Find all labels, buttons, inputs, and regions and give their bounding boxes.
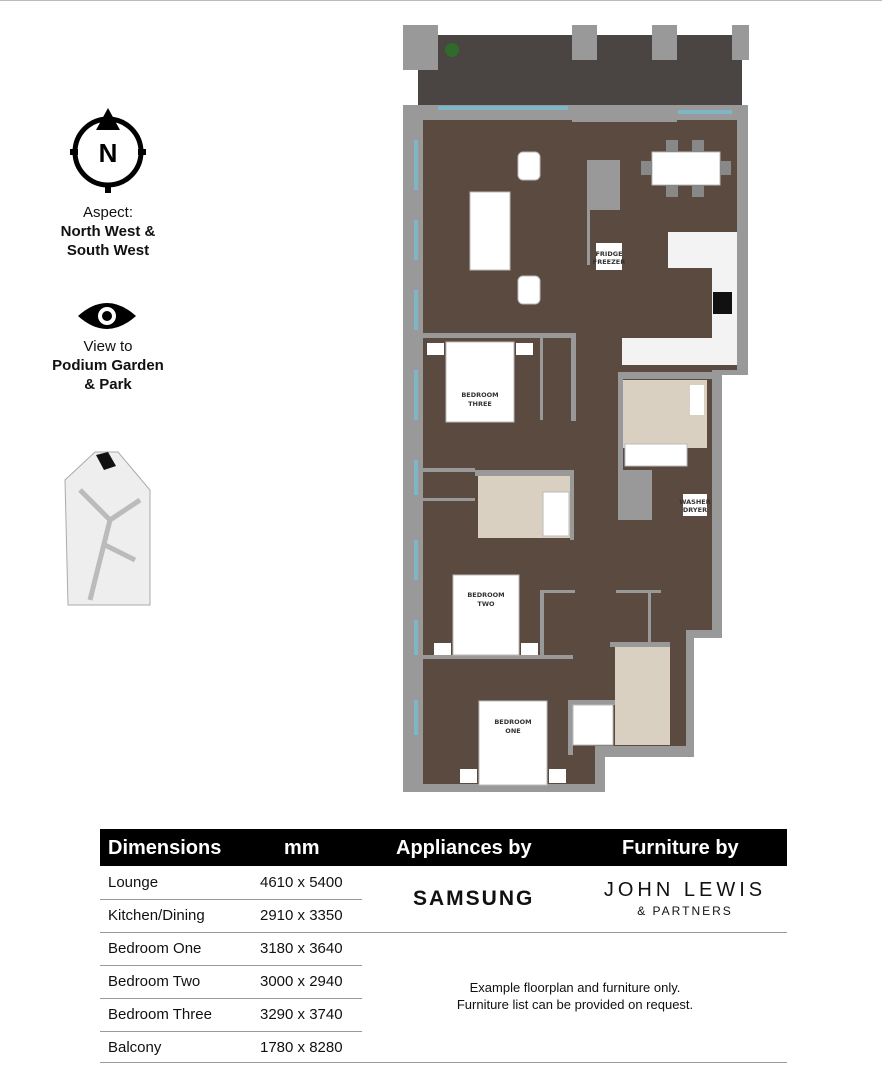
aspect-label: Aspect: [82, 204, 134, 221]
john-lewis-logo: JOHN LEWIS [603, 879, 767, 901]
header-mm: mm [284, 837, 320, 859]
note-line1: Example floorplan and furniture only. [469, 980, 681, 995]
svg-text:DRYER: DRYER [682, 506, 708, 514]
site-key-plan [65, 452, 150, 605]
aspect-line1: North West & [60, 223, 156, 240]
svg-text:BEDROOM: BEDROOM [461, 391, 499, 399]
svg-text:WASHER: WASHER [679, 498, 711, 506]
svg-text:FREEZER: FREEZER [592, 258, 626, 266]
disclaimer-note [420, 979, 730, 1013]
table-row: Bedroom One 3180 x 3640 [108, 940, 343, 957]
view-label: View to [83, 338, 133, 355]
svg-text:FRIDGE: FRIDGE [595, 250, 623, 258]
svg-text:TWO: TWO [477, 600, 495, 608]
north-compass-icon [70, 108, 146, 193]
svg-text:THREE: THREE [468, 400, 492, 408]
aspect-line2: South West [66, 242, 150, 259]
svg-text:BEDROOM: BEDROOM [494, 718, 532, 726]
table-row: Lounge 4610 x 5400 [108, 874, 343, 891]
aspect-info [20, 203, 196, 260]
dimensions-table [100, 829, 787, 1056]
eye-icon [78, 303, 136, 329]
header-dimensions: Dimensions [108, 837, 222, 859]
svg-text:ONE: ONE [505, 727, 521, 735]
note-line2: Furniture list can be provided on request. [456, 997, 694, 1012]
svg-text:N: N [98, 138, 118, 168]
header-furniture: Furniture by [622, 837, 739, 859]
header-appliances: Appliances by [396, 837, 532, 859]
john-lewis-logo-sub: & PARTNERS [637, 904, 733, 918]
table-header [100, 829, 787, 866]
samsung-logo: SAMSUNG [413, 887, 535, 910]
table-row: Bedroom Three 3290 x 3740 [108, 1006, 343, 1023]
table-row: Balcony 1780 x 8280 [108, 1039, 343, 1056]
table-row: Kitchen/Dining 2910 x 3350 [108, 907, 343, 924]
table-row: Bedroom Two 3000 x 2940 [108, 973, 343, 990]
balcony [403, 25, 749, 105]
view-line2: & Park [84, 376, 132, 393]
svg-text:BEDROOM: BEDROOM [467, 591, 505, 599]
view-line1: Podium Garden [52, 357, 164, 374]
view-info [20, 337, 196, 394]
